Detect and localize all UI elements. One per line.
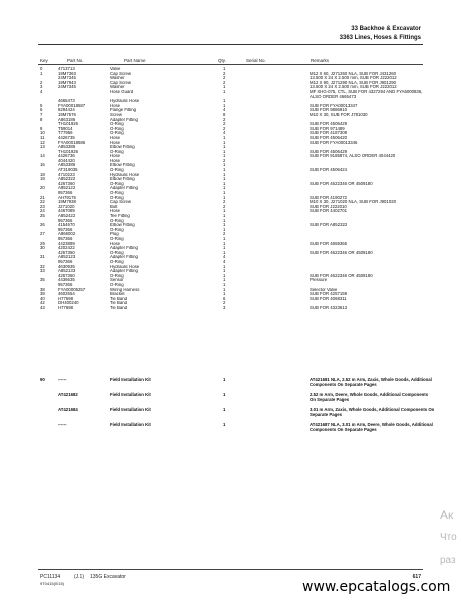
part-name-cell: O-Ring <box>110 131 124 136</box>
column-header-remarks: Remarks <box>311 58 330 63</box>
part-number-cell: 4713713 <box>58 67 75 71</box>
part-name-cell: O-Ring <box>110 273 124 278</box>
key-cell: 90 <box>40 377 45 382</box>
part-number-cell: AT319035 <box>58 168 78 173</box>
part-number-cell: 4154670 <box>58 223 75 228</box>
part-number-cell: 4267360 <box>58 273 75 278</box>
section-title: 33 Backhoe & Excavator <box>351 26 421 32</box>
part-number-cell: T59014 <box>58 126 73 131</box>
part-name-cell: Tie Band <box>110 305 128 310</box>
quantity-cell: 1 <box>223 264 226 269</box>
part-name-cell: O-Ring <box>110 126 124 131</box>
quantity-cell: 1 <box>223 377 226 382</box>
key-cell: 16 <box>40 163 45 168</box>
document-id: PC11134 <box>40 574 61 580</box>
part-number-cell: 4436635 <box>58 278 75 283</box>
part-name-cell: Valve <box>110 67 121 71</box>
key-cell: 30 <box>40 246 45 251</box>
quantity-cell: 4 <box>223 255 226 260</box>
part-name-cell: O-Ring <box>110 259 124 264</box>
quantity-cell: 1 <box>223 181 226 186</box>
column-header-key: Key <box>40 58 48 63</box>
remarks-cell: SUB FOR 4068311 <box>310 296 347 301</box>
part-number-cell: A853386 <box>58 163 76 168</box>
part-name-cell: Tie Band <box>110 296 128 301</box>
part-name-cell: Hose <box>110 103 121 108</box>
remarks-cell: AT421687 NLA, 3.01 m Arm, Deere, Whole Goods, Additional Components On Separate Pages <box>310 422 433 432</box>
key-cell: 21 <box>40 195 45 200</box>
part-number-cell: FYA00005257 <box>58 287 86 292</box>
part-name-cell: Field Installation Kit <box>110 377 151 382</box>
kits-table <box>0 377 461 437</box>
part-number-cell: 24M7345 <box>58 76 76 81</box>
part-number-cell: A852123 <box>58 255 76 260</box>
part-number-cell: AH79175 <box>58 195 76 200</box>
quantity-cell: 1 <box>223 236 226 241</box>
quantity-cell: 2 <box>223 71 226 76</box>
key-cell: 18 <box>40 172 45 177</box>
part-number-cell: DH400240 <box>58 301 79 306</box>
quantity-cell: 1 <box>223 407 226 412</box>
date-code: 9T0415(0/15) <box>40 581 65 586</box>
part-name-cell: O-Ring <box>110 227 124 232</box>
key-cell: 31 <box>40 255 45 260</box>
part-number-cell: T77956 <box>58 131 73 136</box>
remarks-cell: ALSO ORDER 4665473 <box>310 94 357 99</box>
overlay-ghost-text-3: раз <box>440 555 456 566</box>
quantity-cell: 1 <box>223 218 226 223</box>
header-rule <box>38 64 423 65</box>
kit-row <box>0 392 461 407</box>
key-cell: 25 <box>40 214 45 218</box>
part-name-cell: O-Ring <box>110 218 124 223</box>
part-name-cell: Adapter Fitting <box>110 269 138 274</box>
remarks-cell: SUB FOR 4506429 <box>310 122 348 127</box>
remarks-cell: M10 X 30, J271020 NLA, SUB FOR J901020 <box>310 200 396 205</box>
remarks-cell: SUB FOR 4187308 <box>310 131 348 136</box>
quantity-cell: 1 <box>223 246 226 251</box>
part-name-cell: Hydraulic Hose <box>110 99 140 104</box>
key-cell: 27 <box>40 232 45 237</box>
part-number-cell: A852422 <box>58 214 76 218</box>
machine-model: 135G Excavator <box>90 574 126 580</box>
key-cell: 14 <box>40 154 45 159</box>
part-number-cell: 4426735 <box>58 135 75 140</box>
part-number-cell: 8294424 <box>58 108 75 113</box>
remarks-cell: M12 X 90, J271290 NLA, SUB FOR J901290 <box>310 80 396 85</box>
part-number-cell: J271020 <box>58 204 75 209</box>
remarks-cell: SUB FOR 4190272 <box>310 195 348 200</box>
quantity-cell: 1 <box>223 140 226 145</box>
remarks-cell: SUB FOR 4506420 <box>310 135 348 140</box>
quantity-cell: 1 <box>223 422 226 427</box>
part-name-cell: Hose <box>110 135 121 140</box>
part-name-cell: O-Ring <box>110 149 124 154</box>
part-name-cell: Washer <box>110 76 125 81</box>
part-name-cell: O-Ring <box>110 191 124 196</box>
part-number-cell: 4267360 <box>58 250 75 255</box>
part-name-cell: Elbow Fitting <box>110 163 135 168</box>
parts-table <box>0 67 461 310</box>
key-cell: 0 <box>40 67 43 71</box>
quantity-cell: 1 <box>223 135 226 140</box>
part-name-cell: Hose <box>110 241 121 246</box>
quantity-cell: 4 <box>223 259 226 264</box>
quantity-cell: 2 <box>223 122 226 127</box>
key-cell: 22 <box>40 200 45 205</box>
remarks-cell: SUB FOR 4622346 OR 4509180 <box>310 250 373 255</box>
subsection-title: 3363 Lines, Hoses & Fittings <box>339 35 421 41</box>
key-cell: 12 <box>40 140 45 145</box>
remarks-cell: SUB FOR A852322 <box>310 223 348 228</box>
part-number-cell: 4044420 <box>58 158 75 163</box>
quantity-cell: 1 <box>223 214 226 218</box>
part-number-cell: A863186 <box>58 117 76 122</box>
quantity-cell: 1 <box>223 269 226 274</box>
quantity-cell: 1 <box>223 186 226 191</box>
part-number-cell: 4602654 <box>58 292 75 297</box>
key-cell: 23 <box>40 204 45 209</box>
quantity-cell: 1 <box>223 85 226 90</box>
quantity-cell: 1 <box>223 241 226 246</box>
key-cell: 8 <box>40 117 43 122</box>
part-name-cell: Hydraulic Hose <box>110 172 140 177</box>
part-number-cell: 4665473 <box>58 99 75 104</box>
quantity-cell: 2 <box>223 76 226 81</box>
key-cell: 24 <box>40 209 45 214</box>
quantity-cell: 1 <box>223 172 226 177</box>
part-number-cell: 4423889 <box>58 241 75 246</box>
part-number-cell: 957366 <box>58 259 73 264</box>
remarks-cell: Selector Valve <box>310 287 338 292</box>
part-name-cell: Hose <box>110 209 121 214</box>
key-cell: 19 <box>40 177 45 182</box>
quantity-cell: 2 <box>223 158 226 163</box>
remarks-cell: 13.500 X 24 X 2.500 mm, SUB FOR J222012 <box>310 85 397 90</box>
quantity-cell: 1 <box>223 292 226 297</box>
remarks-cell: SUB FOR 4622346 OR 4509180 <box>310 273 373 278</box>
part-name-cell: Bolt <box>110 204 118 209</box>
part-name-cell: Tie Band <box>110 301 128 306</box>
quantity-cell: 1 <box>223 145 226 150</box>
part-name-cell: Hose Guard <box>110 89 134 94</box>
part-name-cell: Field Installation Kit <box>110 392 151 397</box>
part-name-cell: Bracket <box>110 292 125 297</box>
part-name-cell: Hose <box>110 158 121 163</box>
part-number-cell: 957366 <box>58 227 73 232</box>
key-cell: 4 <box>40 89 43 94</box>
column-header-part-no: Part No. <box>67 58 84 63</box>
key-cell: 10 <box>40 131 45 136</box>
part-name-cell: Elbow Fitting <box>110 177 135 182</box>
part-number-cell: 4710223 <box>58 172 75 177</box>
key-cell: 20 <box>40 186 45 191</box>
part-number-cell: H77698 <box>58 296 74 301</box>
part-name-cell: Flange Fitting <box>110 108 137 113</box>
part-number-cell: 19M7363 <box>58 71 76 76</box>
part-number-cell: FYA00018586 <box>58 140 86 145</box>
remarks-cell: AT421681 NLA, 2.52 m Arm, Zaxis, Whole Goods, Additional Components On Separate Pages <box>310 377 432 387</box>
remarks-cell: 3.01 m Arm, Zaxis, Whole Goods, Additional Components On Separate Pages <box>310 407 435 417</box>
part-name-cell: Plug <box>110 232 119 237</box>
key-cell: 3 <box>40 85 43 90</box>
remarks-cell: SUB FOR 4506429 <box>310 149 348 154</box>
key-cell: 9 <box>40 126 43 131</box>
part-name-cell: Tee Fitting <box>110 214 130 218</box>
part-name-cell: Sensor <box>110 278 124 283</box>
part-number-cell: A852122 <box>58 186 76 191</box>
quantity-cell: 1 <box>223 89 226 94</box>
remarks-cell: M12 X 60, J271260 NLA, SUB FOR J431260 <box>310 71 396 76</box>
quantity-cell: 2 <box>223 200 226 205</box>
remarks-cell: SUB FOR 9185874, ALSO ORDER 4044420 <box>310 154 396 159</box>
quantity-cell: 1 <box>223 209 226 214</box>
part-number-cell: H77698 <box>58 305 74 310</box>
key-cell: 13 <box>40 145 45 150</box>
part-number-cell: 957366 <box>58 218 73 223</box>
key-cell: 35 <box>40 278 45 283</box>
part-number-cell: 957366 <box>58 191 73 196</box>
kit-row <box>0 407 461 422</box>
column-header-serial-no: Serial No. <box>246 58 266 63</box>
part-number-cell: 19M7943 <box>58 80 76 85</box>
part-number-cell: ------ <box>58 422 67 427</box>
quantity-cell: 1 <box>223 168 226 173</box>
key-cell: 2 <box>40 80 43 85</box>
part-name-cell: Field Installation Kit <box>110 422 151 427</box>
part-number-cell: AT421682 <box>58 392 78 397</box>
part-name-cell: Hose <box>110 154 121 159</box>
remarks-cell: SUB FOR FYA00013347 <box>310 103 358 108</box>
overlay-ghost-text-2: Что <box>440 532 457 543</box>
part-number-cell: 4267360 <box>58 181 75 186</box>
part-name-cell: Cap Screw <box>110 200 132 205</box>
part-number-cell: AT421684 <box>58 407 78 412</box>
kit-row <box>0 422 461 437</box>
part-name-cell: Field Installation Kit <box>110 407 151 412</box>
quantity-cell: 4 <box>223 131 226 136</box>
remarks-cell: MF XHG-075, CTL, SUB FOR 4327294 AND FYA6000836, <box>310 89 423 94</box>
key-cell: 38 <box>40 287 45 292</box>
remarks-cell: Pressure <box>310 278 328 283</box>
remarks-cell: SUB FOR 971489 <box>310 126 345 131</box>
part-number-cell: 24M7345 <box>58 85 76 90</box>
remarks-cell: SUB FOR FYA00013346 <box>310 140 358 145</box>
part-number-cell: ------ <box>58 377 67 382</box>
key-cell: 6 <box>40 108 43 113</box>
part-name-cell: O-Ring <box>110 168 124 173</box>
quantity-cell: 1 <box>223 177 226 182</box>
part-number-cell: A866002 <box>58 232 76 237</box>
part-name-cell: Washer <box>110 85 125 90</box>
part-name-cell: Elbow Fitting <box>110 145 135 150</box>
key-cell: 42 <box>40 301 45 306</box>
part-number-cell: 19M7576 <box>58 112 76 117</box>
quantity-cell: 1 <box>223 154 226 159</box>
quantity-cell: 1 <box>223 103 226 108</box>
part-name-cell: O-Ring <box>110 236 124 241</box>
quantity-cell: 4 <box>223 108 226 113</box>
quantity-cell: 2 <box>223 204 226 209</box>
quantity-cell: 1 <box>223 278 226 283</box>
part-number-cell: 4426736 <box>58 154 75 159</box>
quantity-cell: 1 <box>223 195 226 200</box>
key-cell: 32 <box>40 264 45 269</box>
key-cell: 29 <box>40 241 45 246</box>
site-watermark: www.epcatalogs.com <box>302 579 451 595</box>
table-row <box>0 306 461 311</box>
remarks-cell: 2.52 m Arm, Deere, Whole Goods, Additional Components On Separate Pages <box>310 392 429 402</box>
part-name-cell: Hose <box>110 140 121 145</box>
part-number-cell: 4630935 <box>58 264 75 269</box>
kit-row <box>0 377 461 392</box>
key-cell: 43 <box>40 305 45 310</box>
quantity-cell: 1 <box>223 227 226 232</box>
part-number-cell: 4467089 <box>58 209 75 214</box>
quantity-cell: 1 <box>223 99 226 104</box>
part-number-cell: 19M7938 <box>58 200 76 205</box>
part-name-cell: Adapter Fitting <box>110 246 138 251</box>
key-cell: 39 <box>40 292 45 297</box>
part-number-cell: A852133 <box>58 269 76 274</box>
quantity-cell: 1 <box>223 392 226 397</box>
page-number: 617 <box>412 574 421 580</box>
column-header-qty: Qty. <box>218 58 226 63</box>
remarks-cell: SUB FOR 9886910 <box>310 108 348 113</box>
part-name-cell: Wiring Harness <box>110 287 140 292</box>
remarks-cell: SUB FOR 4659365 <box>310 241 348 246</box>
key-cell: 40 <box>40 296 45 301</box>
remarks-cell: SUB FOR 4402701 <box>310 209 348 214</box>
quantity-cell: 2 <box>223 232 226 237</box>
quantity-cell: 1 <box>223 163 226 168</box>
part-name-cell: Hydraulic Hose <box>110 264 140 269</box>
part-name-cell: Cap Screw <box>110 80 132 85</box>
quantity-cell: 1 <box>223 223 226 228</box>
remarks-cell: SUB FOR 4622346 OR 4509180 <box>310 181 373 186</box>
key-cell: 5 <box>40 103 43 108</box>
quantity-cell: 2 <box>223 126 226 131</box>
part-number-cell: A852322 <box>58 177 76 182</box>
part-number-cell: TH101926 <box>58 122 79 127</box>
part-name-cell: Adapter Fitting <box>110 186 138 191</box>
remarks-cell: SUB FOR 4323613 <box>310 305 348 310</box>
part-name-cell: Cap Screw <box>110 71 132 76</box>
part-number-cell: TH101926 <box>58 149 79 154</box>
part-name-cell: O-Ring <box>110 122 124 127</box>
column-header-part-name: Part Name <box>124 58 146 63</box>
quantity-cell: 2 <box>223 80 226 85</box>
quantity-cell: 1 <box>223 282 226 287</box>
quantity-cell: 6 <box>223 296 226 301</box>
key-cell: 33 <box>40 269 45 274</box>
quantity-cell: 1 <box>223 149 226 154</box>
part-number-cell: 957366 <box>58 236 73 241</box>
remarks-cell: SUB FOR 4257159 <box>310 292 348 297</box>
quantity-cell: 2 <box>223 117 226 122</box>
quantity-cell: 1 <box>223 287 226 292</box>
quantity-cell: 2 <box>223 301 226 306</box>
key-cell: 26 <box>40 223 45 228</box>
quantity-cell: 1 <box>223 250 226 255</box>
part-name-cell: O-Ring <box>110 195 124 200</box>
part-number-cell: 4202422 <box>58 246 75 251</box>
part-name-cell: Screw <box>110 112 122 117</box>
overlay-ghost-text-1: Ак <box>440 508 454 522</box>
key-cell: 7 <box>40 112 43 117</box>
part-number-cell: FYA00018587 <box>58 103 86 108</box>
footer-rule <box>38 569 423 570</box>
part-number-cell: A853386 <box>58 145 76 150</box>
part-name-cell: Elbow Fitting <box>110 223 135 228</box>
remarks-cell: M10 X 30, SUB FOR J781030 <box>310 112 368 117</box>
part-name-cell: O-Ring <box>110 282 124 287</box>
key-cell: 11 <box>40 135 45 140</box>
quantity-cell: 8 <box>223 112 226 117</box>
quantity-cell: 1 <box>223 191 226 196</box>
part-name-cell: O-Ring <box>110 250 124 255</box>
part-name-cell: O-Ring <box>110 181 124 186</box>
quantity-cell: 1 <box>223 273 226 278</box>
key-cell: 1 <box>40 71 43 76</box>
part-name-cell: Adapter Fitting <box>110 117 138 122</box>
quantity-cell: 1 <box>223 67 226 71</box>
remarks-cell: SUB FOR 4506424 <box>310 168 348 173</box>
part-number-cell: 957366 <box>58 282 73 287</box>
document-revision: (J.1) <box>74 574 84 580</box>
quantity-cell: 3 <box>223 305 226 310</box>
remarks-cell: SUB FOR J222010 <box>310 204 347 209</box>
remarks-cell: 13.500 X 24 X 2.500 mm, SUB FOR J222012 <box>310 76 397 81</box>
top-rule <box>38 44 423 45</box>
part-name-cell: Adapter Fitting <box>110 255 138 260</box>
